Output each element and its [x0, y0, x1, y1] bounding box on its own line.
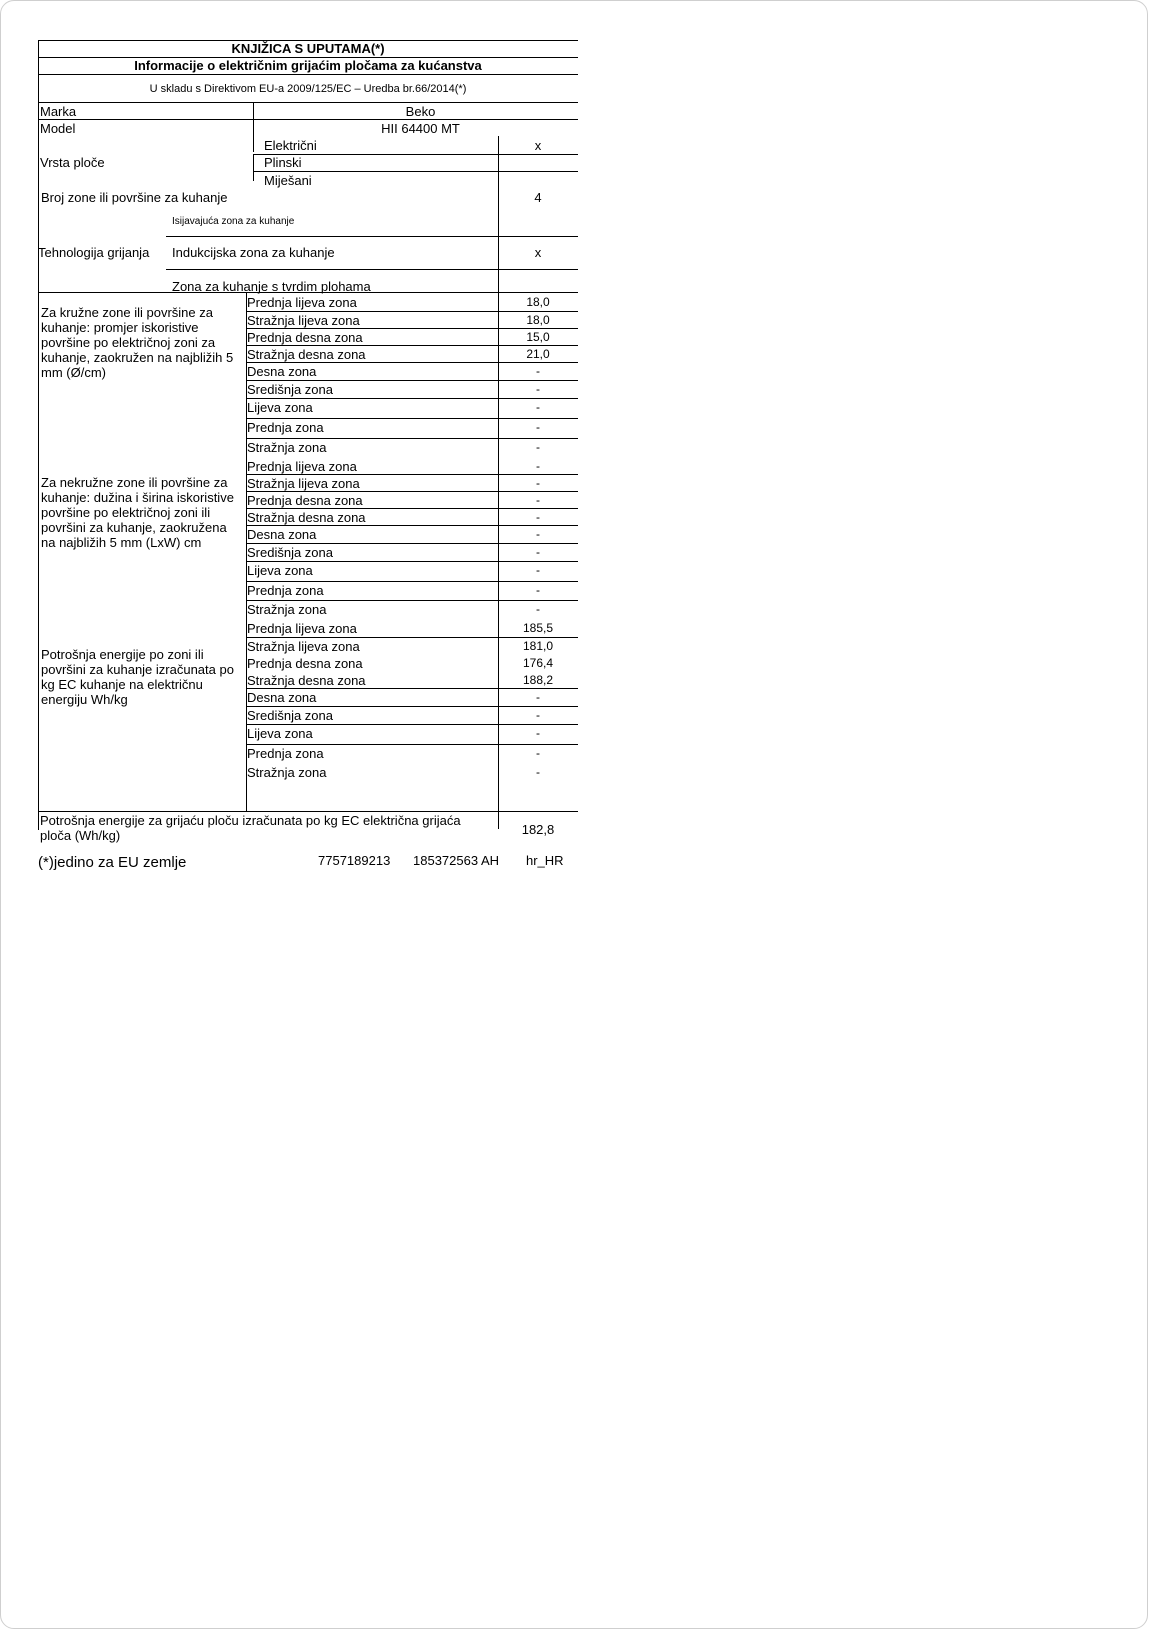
- zone-name: Prednja lijeva zona: [247, 459, 357, 474]
- footer-code: 7757189213: [318, 853, 391, 868]
- grid-line: [246, 600, 578, 601]
- zone-value: -: [536, 726, 540, 740]
- energy-total-value: 182,8: [521, 822, 555, 837]
- noncircular-section-label: Za nekružne zone ili površine za kuhanje: dužina i širina iskoristive površine po električnoj zoni ili površini za kuhanje, zaokružena na najbližih 5 mm (LxW) cm: [41, 475, 234, 550]
- zone-name: Stražnja lijeva zona: [247, 313, 360, 328]
- grid-line: [246, 380, 578, 381]
- grid-line: [246, 362, 578, 363]
- zone-name: Lijeva zona: [247, 563, 313, 578]
- grid-line: [253, 102, 254, 152]
- hob-type-option: Miješani: [264, 173, 312, 188]
- zone-value: 181,0: [522, 639, 554, 653]
- zone-value: -: [536, 400, 540, 414]
- grid-line: [246, 418, 578, 419]
- zone-name: Prednja desna zona: [247, 656, 363, 671]
- zone-value: 188,2: [522, 673, 554, 687]
- model-value: HII 64400 MT: [381, 121, 460, 136]
- hob-type-option: Električni: [264, 138, 317, 153]
- zone-name: Stražnja zona: [247, 602, 327, 617]
- zone-value: -: [536, 708, 540, 722]
- zone-name: Prednja desna zona: [247, 493, 363, 508]
- zone-value: -: [536, 420, 540, 434]
- zone-name: Središnja zona: [247, 545, 333, 560]
- sheet-title: KNJIŽICA S UPUTAMA(*): [231, 41, 385, 56]
- grid-line: [246, 543, 578, 544]
- zone-value: -: [536, 765, 540, 779]
- energy-total-label: Potrošnja energije za grijaću ploču izračunata po kg EC električna grijaća ploča (Wh/kg): [40, 813, 461, 843]
- zone-name: Desna zona: [247, 690, 317, 705]
- zone-name: Stražnja zona: [247, 765, 327, 780]
- zone-name: Desna zona: [247, 364, 317, 379]
- heating-tech-option: Isijavajuća zona za kuhanje: [172, 216, 295, 227]
- zone-value: 18,0: [526, 313, 550, 327]
- grid-line: [38, 57, 578, 58]
- zone-value: -: [536, 583, 540, 597]
- zones-count-label: Broj zone ili površine za kuhanje: [41, 190, 228, 205]
- zone-value: -: [536, 364, 540, 378]
- zone-value: -: [536, 459, 540, 473]
- grid-line: [38, 811, 578, 812]
- zone-value: 185,5: [522, 621, 554, 635]
- grid-line: [253, 171, 578, 172]
- zone-name: Stražnja desna zona: [247, 347, 366, 362]
- zone-value: -: [536, 382, 540, 396]
- grid-line: [246, 581, 578, 582]
- zone-name: Stražnja zona: [247, 440, 327, 455]
- zone-value: -: [536, 690, 540, 704]
- footer-locale: hr_HR: [526, 853, 564, 868]
- zone-value: 15,0: [526, 330, 550, 344]
- zone-value: -: [536, 602, 540, 616]
- grid-line: [246, 724, 578, 725]
- zone-value: 21,0: [526, 347, 550, 361]
- zone-value: -: [536, 527, 540, 541]
- grid-line: [246, 438, 578, 439]
- heating-tech-label: Tehnologija grijanja: [38, 245, 150, 260]
- grid-line: [38, 102, 578, 103]
- zone-name: Lijeva zona: [247, 726, 313, 741]
- hob-type-mark: x: [534, 138, 542, 153]
- grid-line: [498, 136, 499, 292]
- zone-value: -: [536, 440, 540, 454]
- circular-section-label: Za kružne zone ili površine za kuhanje: promjer iskoristive površine po električnoj zoni za kuhanje, zaokružen na najbližih 5 mm (Ø/cm): [41, 305, 234, 380]
- zone-value: -: [536, 545, 540, 559]
- grid-line: [246, 398, 578, 399]
- grid-line: [246, 637, 578, 638]
- energy-zone-section-label: Potrošnja energije po zoni ili površini za kuhanje izračunata po kg EC kuhanje na električnu energiju Wh/kg: [41, 647, 234, 707]
- directive-line: U skladu s Direktivom EU-a 2009/125/EC – Uredba br.66/2014(*): [149, 83, 467, 95]
- zone-name: Stražnja desna zona: [247, 510, 366, 525]
- grid-line: [38, 40, 578, 41]
- footer-code: 185372563 AH: [413, 853, 500, 868]
- zone-name: Prednja lijeva zona: [247, 621, 357, 636]
- zone-name: Prednja lijeva zona: [247, 295, 357, 310]
- zone-name: Prednja desna zona: [247, 330, 363, 345]
- zone-value: -: [536, 563, 540, 577]
- grid-line: [38, 74, 578, 75]
- grid-line: [246, 508, 578, 509]
- zone-name: Središnja zona: [247, 382, 333, 397]
- zone-name: Stražnja lijeva zona: [247, 476, 360, 491]
- grid-line: [246, 328, 578, 329]
- brand-label: Marka: [40, 104, 77, 119]
- zone-name: Stražnja desna zona: [247, 673, 366, 688]
- zone-name: Lijeva zona: [247, 400, 313, 415]
- grid-line: [246, 292, 247, 811]
- heating-tech-mark: x: [534, 245, 542, 260]
- zone-name: Desna zona: [247, 527, 317, 542]
- grid-line: [246, 311, 578, 312]
- zone-value: -: [536, 746, 540, 760]
- grid-line: [246, 474, 578, 475]
- zone-name: Prednja zona: [247, 420, 324, 435]
- grid-line: [246, 561, 578, 562]
- model-label: Model: [40, 121, 76, 136]
- grid-line: [166, 236, 578, 237]
- zone-value: -: [536, 510, 540, 524]
- zone-value: 18,0: [526, 295, 550, 309]
- zone-value: 176,4: [522, 656, 554, 670]
- zones-count-value: 4: [534, 190, 542, 205]
- zone-name: Prednja zona: [247, 583, 324, 598]
- grid-line: [246, 525, 578, 526]
- grid-line: [253, 154, 578, 155]
- grid-line: [253, 154, 254, 181]
- hob-type-option: Plinski: [264, 155, 302, 170]
- footer-note: (*)jedino za EU zemlje: [38, 854, 187, 871]
- hob-type-label: Vrsta ploče: [40, 155, 105, 170]
- grid-line: [246, 706, 578, 707]
- brand-value: Beko: [405, 104, 436, 119]
- heating-tech-option: Indukcijska zona za kuhanje: [172, 245, 335, 260]
- grid-line: [38, 292, 578, 293]
- zone-value: -: [536, 476, 540, 490]
- grid-line: [38, 40, 39, 830]
- sheet-subtitle: Informacije o električnim grijaćim pločama za kućanstva: [134, 58, 482, 73]
- heating-tech-option: Zona za kuhanje s tvrdim plohama: [172, 279, 371, 294]
- grid-line: [166, 269, 578, 270]
- grid-line: [246, 491, 578, 492]
- zone-name: Središnja zona: [247, 708, 333, 723]
- grid-line: [246, 345, 578, 346]
- grid-line: [246, 688, 578, 689]
- grid-line: [246, 744, 578, 745]
- grid-line: [498, 292, 499, 829]
- grid-line: [38, 119, 578, 120]
- zone-value: -: [536, 493, 540, 507]
- zone-name: Stražnja lijeva zona: [247, 639, 360, 654]
- zone-name: Prednja zona: [247, 746, 324, 761]
